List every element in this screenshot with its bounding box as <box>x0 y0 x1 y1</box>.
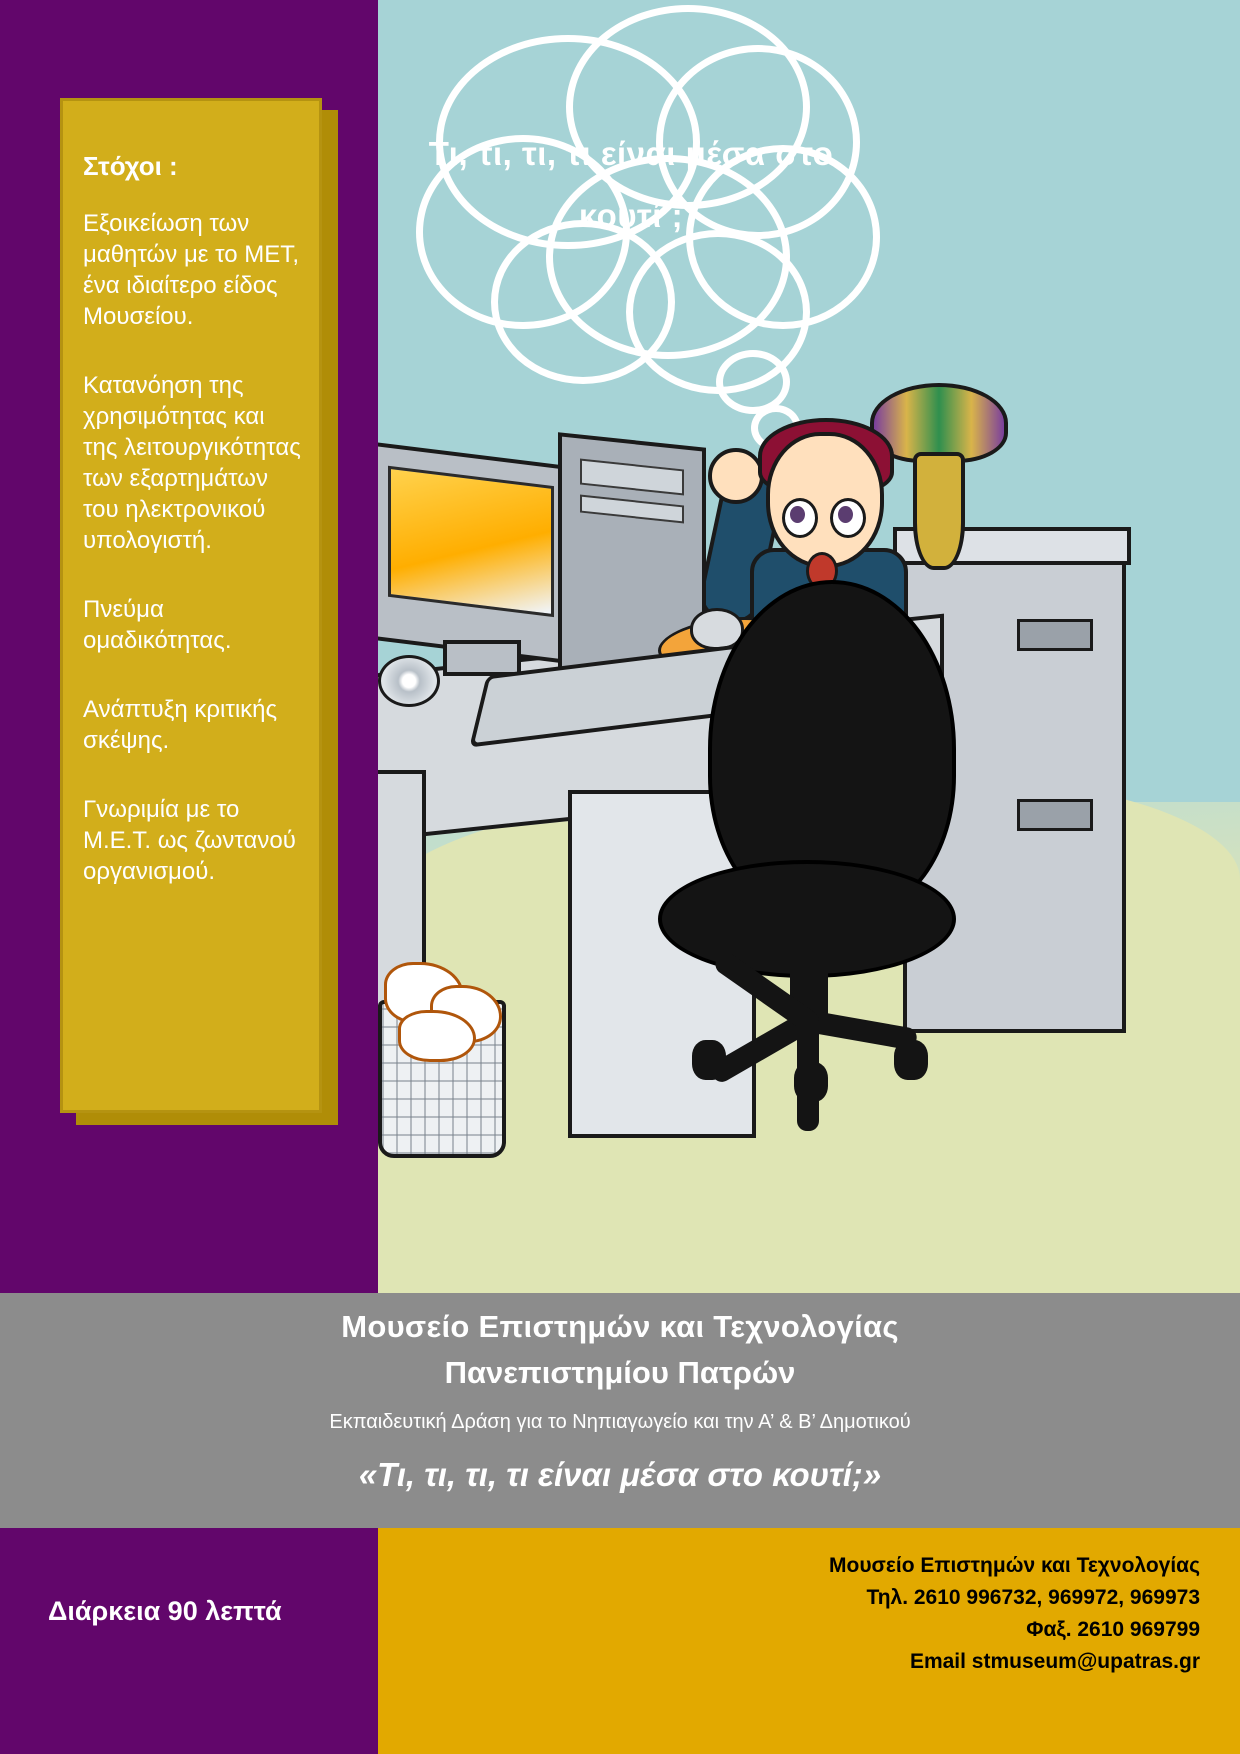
monitor-stand <box>443 640 521 676</box>
cabinet-handle-upper <box>1017 619 1093 651</box>
title-banner <box>0 1293 1240 1528</box>
boy-pupil-left <box>790 506 805 523</box>
tower-drive-bay <box>580 459 684 496</box>
contact-museum: Μουσείο Επιστημών και Τεχνολογίας <box>829 1554 1200 1577</box>
footer <box>0 1528 1240 1754</box>
objective-item: Κατανόηση της χρησιμότητας και της λειτουργικότητας των εξαρτημάτων του ηλεκτρονικού υπολογιστή. <box>83 372 301 554</box>
museum-name-line2: Πανεπιστημίου Πατρών <box>444 1355 796 1390</box>
tower-drive-bay-secondary <box>580 495 684 524</box>
activity-title: «Τι, τι, τι, τι είναι μέσα στο κουτί;» <box>358 1456 882 1493</box>
objective-item: Πνεύμα ομαδικότητας. <box>83 596 232 654</box>
objective-item: Ανάπτυξη κριτικής σκέψης. <box>83 696 278 754</box>
duration-label: Διάρκεια 90 λεπτά <box>48 1596 282 1626</box>
boy-pupil-right <box>838 506 853 523</box>
lamp-base <box>913 452 965 570</box>
contact-email[interactable]: Email stmuseum@upatras.gr <box>909 1650 1200 1673</box>
footer-contact-panel <box>378 1528 1240 1754</box>
monitor-screen <box>388 466 554 617</box>
footer-duration-panel <box>0 1528 378 1754</box>
contact-phone: Τηλ. 2610 996732, 969972, 969973 <box>866 1586 1200 1609</box>
objective-item: Γνωριμία με το Μ.Ε.Τ. ως ζωντανού οργανισμού. <box>83 796 296 885</box>
illustration-scene <box>378 0 1240 1293</box>
objectives-title: Στόχοι : <box>83 151 178 181</box>
contact-block <box>829 1550 1200 1678</box>
boy-hand <box>708 448 764 504</box>
contact-fax: Φαξ. 2610 969799 <box>1026 1618 1200 1641</box>
boy-head <box>766 432 884 568</box>
museum-name-line1: Μουσείο Επιστημών και Τεχνολογίας <box>341 1309 899 1344</box>
banner-subtitle: Εκπαιδευτική Δράση για το Νηπιαγωγείο και την Α’ & Β’ Δημοτικού <box>329 1411 911 1433</box>
objectives-box <box>60 98 322 1113</box>
cabinet-handle-lower <box>1017 799 1093 831</box>
chair-base <box>698 1000 928 1095</box>
objective-item: Εξοικείωση των μαθητών με το ΜΕΤ, ένα ιδιαίτερο είδος Μουσείου. <box>83 210 299 330</box>
thought-bubble-text: Τι, τι, τι, τι είναι μέσα στο κουτί ; <box>428 135 834 234</box>
thought-bubble-icon <box>396 5 866 395</box>
cd-disc <box>378 655 440 707</box>
